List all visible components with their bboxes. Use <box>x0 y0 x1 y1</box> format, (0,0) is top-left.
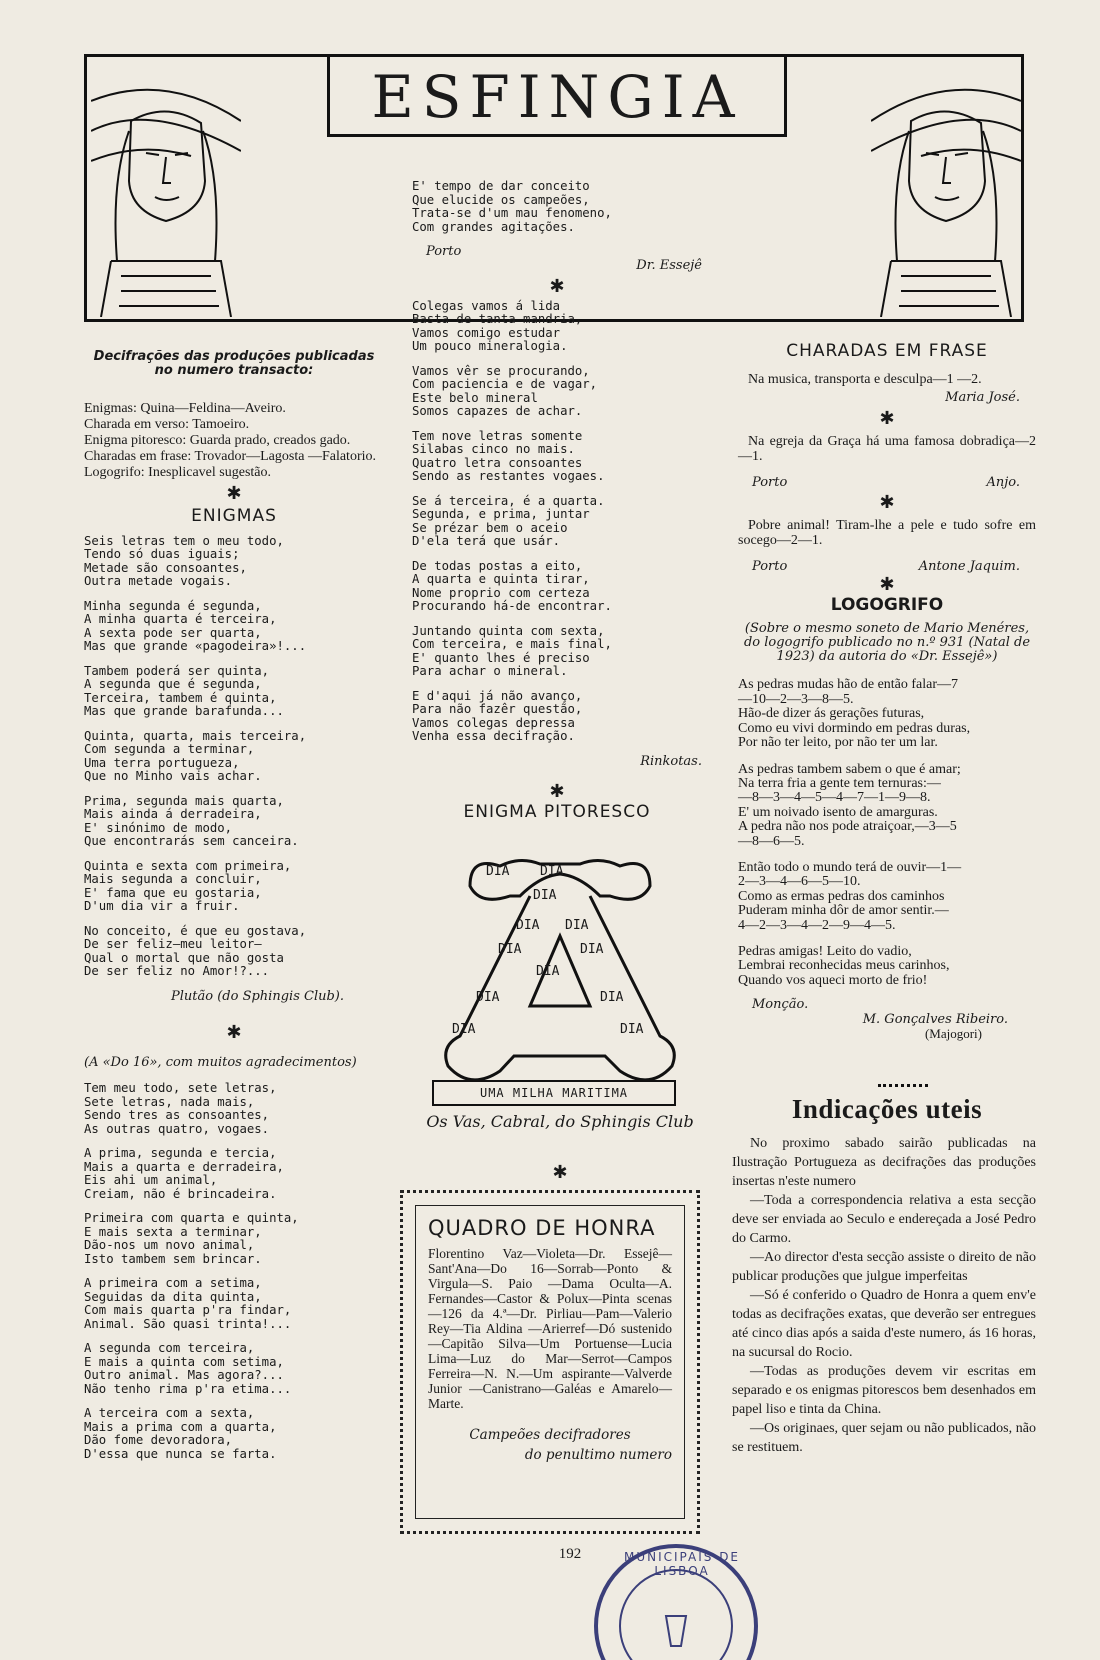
charada-text: Pobre animal! Tiram-lhe a pele e tudo sofre em socego—2—1. <box>738 517 1036 548</box>
logogrifo-stanza: As pedras mudas hão de então falar—7 —10—2—3—8—5. Hão-de dizer ás gerações futuras, Como eu vivi dormindo em pedras duras, Por não ter leito, por não ter um lar. <box>738 677 971 751</box>
verse2-signature: Rinkotas. <box>640 753 702 769</box>
pitoresco-drawing <box>430 846 690 1106</box>
indicacao-paragraph: —Os originaes, quer sejam ou não publicados, não se restituem. <box>732 1421 1036 1455</box>
enigma1-stanza: Prima, segunda mais quarta, Mais ainda á derradeira, E' sinónimo de modo, Que encontrarás sem canceira. <box>84 793 299 849</box>
enigma1-stanza: Seis letras tem o meu todo, Tendo só duas iguais; Metade são consoantes, Outra metade vogais. <box>84 533 284 589</box>
verse2-stanza: Tem nove letras somente Silabas cinco no mais. Quatro letra consoantes Sendo as restantes vogaes. <box>412 428 605 484</box>
verse2-stanza: E d'aqui já não avanço, Para não fazêr questão, Vamos colegas depressa Venha essa decifração. <box>412 688 583 744</box>
verse1-place: Porto <box>426 244 462 259</box>
enigma1-stanza: Quinta e sexta com primeira, Mais segunda a concluir, E' fama que eu gostaria, D'um dia vir a fruir. <box>84 858 292 914</box>
pitoresco-word: DIA <box>565 918 589 933</box>
logogrifo-pseudonym: (Majogori) <box>924 1025 982 1041</box>
charada-signature: Antone Jaquim. <box>918 558 1020 574</box>
enigma2-stanza: Tem meu todo, sete letras, Sete letras, nada mais, Sendo tres as consoantes, As outras quatro, vogaes. <box>84 1081 277 1136</box>
pitoresco-word: DIA <box>540 864 564 879</box>
charada-byline <box>752 476 1020 490</box>
enigma2-stanza: A segunda com terceira, E mais a quinta com setima, Outro animal. Mas agora?... Não tenho rima p'ra etima... <box>84 1341 292 1396</box>
enigma2-stanza: A prima, segunda e tercia, Mais a quarta e derradeira, Eis ahi um animal, Creiam, não é brincadeira. <box>84 1146 284 1201</box>
column-right <box>738 341 1036 1041</box>
charada-place: Porto <box>752 558 788 574</box>
pitoresco-word: DIA <box>600 990 624 1005</box>
pitoresco-word: DIA <box>498 942 522 957</box>
decifracoes-heading: Decifrações das produções publicadas no numero transacto: <box>93 349 375 379</box>
pitoresco-word: DIA <box>452 1022 476 1037</box>
pitoresco-word: DIA <box>620 1022 644 1037</box>
pitoresco-word: DIA <box>580 942 604 957</box>
enigmas-heading: ENIGMAS <box>191 505 277 526</box>
pitoresco-word: DIA <box>516 918 540 933</box>
column-middle <box>412 179 702 822</box>
decifracao-line: Enigmas: Quina—Feldina—Aveiro. <box>84 400 286 416</box>
asterisk-divider: ✱ <box>879 407 895 429</box>
verse2-stanza: De todas postas a eito, A quarta e quinta tirar, Nome proprio com certeza Procurando há-de encontrar. <box>412 558 612 614</box>
indicacao-paragraph: —Toda a correspondencia relativa a esta secção deve ser enviada ao Seculo e endereçada a José Pedro do Carmo. <box>732 1193 1036 1246</box>
verse1-signature: Dr. Essejê <box>636 258 702 274</box>
logogrifo-place: Monção. <box>752 997 809 1013</box>
indicacoes-body <box>732 1134 1036 1457</box>
enigma2-stanza: A terceira com a sexta, Mais a prima com a quarta, Dão fome devoradora, D'essa que nunca se farta. <box>84 1406 277 1461</box>
decifracao-line: Charada em verso: Tamoeiro. <box>84 416 250 432</box>
pitoresco-word: DIA <box>486 864 510 879</box>
left-sphinx-illustration <box>91 61 241 317</box>
verse2-stanza: Colegas vamos á lida Basta de tanta mandria, Vamos comigo estudar Um pouco mineralogia. <box>412 298 583 354</box>
charada-text: Na egreja da Graça há uma famosa dobradiça—2—1. <box>738 433 1036 464</box>
asterisk-divider: ✱ <box>552 1162 568 1183</box>
verse1: E' tempo de dar conceito Que elucide os campeões, Trata-se d'um mau fenomeno, Com grandes agitações. <box>412 179 612 234</box>
honra-footer: do penultimo numero <box>524 1447 672 1463</box>
charada-byline <box>752 560 1020 574</box>
indicacao-paragraph: —Só é conferido o Quadro de Honra a quem env'e todas as decifrações exatas, que deverão ser entregues até cinco dias após a saida d'este numero, ás 16 horas, na sucursal do Rocio. <box>732 1288 1036 1360</box>
enigma2-stanza: Primeira com quarta e quinta, E mais sexta a terminar, Dão-nos um novo animal, Isto tambem sem brincar. <box>84 1211 299 1266</box>
indicacao-paragraph: —Ao director d'esta secção assiste o direito de não publicar produções que julgue imperfeitas <box>732 1250 1036 1284</box>
charada-text: Na musica, transporta e desculpa—1 —2. <box>748 372 982 388</box>
logogrifo-stanza: As pedras tambem sabem o que é amar; Na terra fria a gente tem ternuras:— —8—3—4—5—4—7—1—9—8. E' um noivado isento de amarguras. A pedra não nos pode atraiçoar,—3—5 —8—6—5. <box>738 761 961 849</box>
dedication: (A «Do 16», com muitos agradecimentos) <box>84 1055 357 1071</box>
pitoresco-bar: UMA MILHA MARITIMA <box>432 1080 676 1106</box>
column-left <box>84 350 384 1472</box>
verse2-stanza: Vamos vêr se procurando, Com paciencia e de vagar, Este belo mineral Somos capazes de achar. <box>412 363 598 419</box>
logogrifo-heading: LOGOGRIFO <box>830 595 944 616</box>
pitoresco-word: DIA <box>476 990 500 1005</box>
asterisk-divider: ✱ <box>226 482 242 504</box>
logogrifo-note: (Sobre o mesmo soneto de Mario Menéres, do logogrifo publicado no n.º 931 (Natal de 1923) da autoria do «Dr. Essejê») <box>743 621 1031 665</box>
enigma1-stanza: Tambem poderá ser quinta, A segunda que é segunda, Terceira, tambem é quinta, Mas que grande barafunda... <box>84 663 284 719</box>
right-sphinx-illustration <box>871 61 1021 317</box>
charada-signature: Anjo. <box>986 474 1020 490</box>
enigma1-signature: Plutão (do Sphingis Club). <box>171 988 344 1004</box>
decifracao-line: Logogrifo: Inesplicavel sugestão. <box>84 464 272 480</box>
quadro-de-honra-inner <box>415 1205 685 1519</box>
logogrifo-stanza: Pedras amigas! Leito do vadio, Lembrai reconhecidas meus carinhos, Quando vos aqueci morto de frio! <box>738 943 950 988</box>
charada-place: Porto <box>752 474 788 490</box>
stamp-text: MUNICIPAIS DE LISBOA <box>623 1550 741 1578</box>
charada-signature: Maria José. <box>945 390 1020 406</box>
verse2-stanza: Se á terceira, é a quarta. Segunda, e prima, juntar Se prézar bem o aceio D'ela terá que usár. <box>412 493 605 549</box>
decifracoes-list <box>84 401 384 481</box>
honra-text: Florentino Vaz—Violeta—Dr. Essejê—Sant'Ana—Do 16—Sorrab—Ponto & Virgula—S. Paio —Dama Oculta—A. Fernandes—Castor & Polux—Pinta scenas—126 da 4.ª—Dr. Pirliau—Pam—Valerio Rey—Tia Aldina —Arierref—Dó sustenido—Capitão Silva—Um Portuense—Lucia Lima—Luz do Mar—Serrot—Campos Ferreira—N. N.—Um aspirante—Valverde Junior —Canistrano—Galéas e Amarelo—Marte. <box>428 1246 672 1411</box>
charadas-heading: CHARADAS EM FRASE <box>786 341 988 361</box>
pitoresco-word: DIA <box>533 888 557 903</box>
logogrifo-signature: M. Gonçalves Ribeiro. <box>862 1011 1008 1027</box>
enigma1-stanza: Quinta, quarta, mais terceira, Com segunda a terminar, Uma terra portugueza, Que no Minho vais achar. <box>84 728 307 784</box>
asterisk-divider: ✱ <box>879 574 895 596</box>
pitoresco-heading: ENIGMA PITORESCO <box>463 801 651 822</box>
asterisk-divider: ✱ <box>879 491 895 513</box>
asterisk-divider: ✱ <box>549 275 565 297</box>
honra-title: QUADRO DE HONRA <box>428 1216 656 1240</box>
asterisk-divider: ✱ <box>226 1022 242 1044</box>
decifracao-line: Charadas em frase: Trovador—Lagosta —Falatorio. <box>84 448 376 464</box>
verse2-stanza: Juntando quinta com sexta, Com terceira, e mais final, E' quanto lhes é preciso Para achar o mineral. <box>412 623 612 679</box>
enigma2-stanza: A primeira com a setima, Seguidas da dita quinta, Com mais quarta p'ra findar, Animal. São quasi trinta!... <box>84 1276 292 1331</box>
enigma1-stanza: Minha segunda é segunda, A minha quarta é terceira, A sexta pode ser quarta, Mas que grande «pagodeira»!... <box>84 598 307 654</box>
honra-footer: Campeões decifradores <box>469 1427 631 1443</box>
logogrifo-stanza: Então todo o mundo terá de ouvir—1— 2—3—4—6—5—10. Como as ermas pedras dos caminhos Puderam minha dôr de amor sentir.— 4—2—3—4—2—9—4—5. <box>738 859 962 933</box>
quadro-de-honra-box <box>400 1190 700 1534</box>
masthead-title: ESFINGIA <box>327 57 787 137</box>
page-number: 192 <box>558 1546 582 1562</box>
dotted-divider <box>878 1084 928 1087</box>
pitoresco-signature: Os Vas, Cabral, do Sphingis Club <box>426 1112 694 1131</box>
pitoresco-word: DIA <box>536 964 560 979</box>
asterisk-divider: ✱ <box>549 780 565 802</box>
decifracao-line: Enigma pitoresco: Guarda prado, creados gado. <box>84 432 351 448</box>
indicacoes-heading: Indicações uteis <box>791 1094 983 1124</box>
indicacao-paragraph: —Todas as produções devem vir escritas em separado e os enigmas pitorescos bem desenhados em papel liso e tinta da China. <box>732 1364 1036 1417</box>
indicacao-paragraph: No proximo sabado sairão publicadas na Ilustração Portugueza as decifrações das produções insertas n'este numero <box>732 1136 1036 1189</box>
enigma1-stanza: No conceito, é que eu gostava, De ser feliz—meu leitor— Qual o mortal que não gosta De ser feliz no Amor!?... <box>84 923 307 979</box>
